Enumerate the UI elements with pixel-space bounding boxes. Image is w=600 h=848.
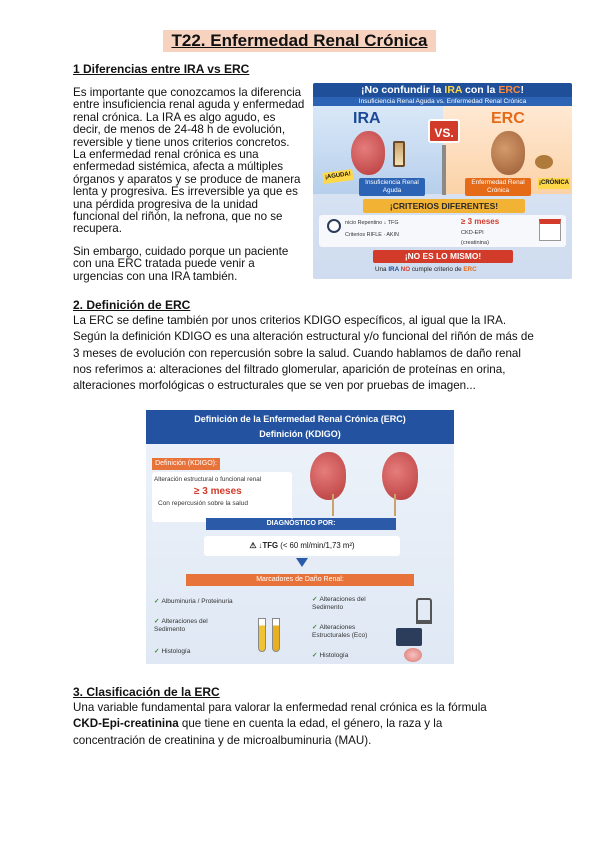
ultrasound-icon bbox=[396, 628, 422, 646]
aguda-tag: ¡AGUDA! bbox=[322, 169, 353, 184]
erc-label-big: ERC bbox=[491, 110, 525, 127]
definition-text-3: Con repercusión sobre la salud bbox=[158, 500, 248, 507]
sign-post bbox=[442, 145, 446, 195]
diagnosis-bar: DIAGNÓSTICO POR: bbox=[206, 518, 396, 530]
ureter-right bbox=[394, 494, 396, 516]
calendar-icon bbox=[539, 219, 561, 241]
paragraph-definition: La ERC se define también por unos criterios KDIGO específicos, al igual que la IRA. Según la definición KDIGO es una alteración estructural y/o funcional del riñón de más de 3 meses de evolución con repercusión sobre la salud. Cuando hablamos de daño renal nos referimos a: alteraciones del filtrado glomerular, aparición de proteínas en orina, alteraciones morfológicas o estructurales que se ven por pruebas de imagen... bbox=[73, 314, 534, 393]
urine-tube-icon bbox=[272, 618, 280, 652]
microscope-icon bbox=[416, 598, 432, 624]
section-heading-definition: 2. Definición de ERC bbox=[73, 298, 191, 312]
page-title: T22. Enfermedad Renal Crónica bbox=[163, 30, 436, 52]
vs-sign: VS. bbox=[428, 119, 460, 143]
infographic-erc-definition bbox=[146, 410, 454, 664]
not-same-banner: ¡NO ES LO MISMO! bbox=[373, 250, 513, 263]
kidney-right-icon bbox=[382, 452, 418, 500]
kidney-ira-icon bbox=[351, 131, 385, 175]
section-heading-differences: 1 Diferencias entre IRA vs ERC bbox=[73, 62, 250, 76]
snail-icon bbox=[535, 155, 553, 169]
criteria-banner: ¡CRITERIOS DIFERENTES! bbox=[363, 199, 525, 213]
urine-tube-icon bbox=[258, 618, 266, 652]
marker-histology-right: ✓ Histología bbox=[312, 652, 349, 659]
cronica-tag: ¡CRÓNICA bbox=[538, 178, 570, 189]
ureter-left bbox=[332, 494, 334, 516]
paragraph-differences: Es importante que conozcamos la diferencia entre insuficiencia renal aguda y enfermedad renal crónica. La IRA es algo agudo, es decir, de menos de 24-48 h de evolución, reversible y tiene unos criterios concretos. La enfermedad renal crónica es una enfermedad sistémica, afecta a múltiples órganos y aparatos y se produce de manera lenta y progresiva. Es irreversible ya que es una pérdida progresiva de la unidad funcional del riñón, la nefrona, que no se recupera. bbox=[73, 86, 305, 236]
marker-structural: ✓ Alteraciones Estructurales (Eco) bbox=[312, 624, 368, 639]
infographic-footer: Una IRA NO cumple criterio de ERC bbox=[375, 266, 477, 273]
infographic-title: ¡No confundir la IRA con la ERC! bbox=[313, 83, 572, 97]
ira-caption: Insuficiencia Renal Aguda bbox=[359, 178, 425, 196]
marker-albuminuria: ✓ Albuminuria / Proteinuria bbox=[154, 598, 233, 605]
marker-sediment-left: ✓ Alteraciones del Sedimento bbox=[154, 618, 208, 633]
infographic-subtitle: Insuficiencia Renal Aguda vs. Enfermedad Renal Crónica bbox=[313, 97, 572, 106]
kidney-left-icon bbox=[310, 452, 346, 500]
infographic2-header: Definición de la Enfermedad Renal Crónica (ERC) Definición (KDIGO) bbox=[146, 410, 454, 444]
clock-icon bbox=[327, 219, 341, 233]
kidney-erc-icon bbox=[491, 131, 525, 175]
erc-criteria: ≥ 3 meses CKD-EPI (creatinina) bbox=[461, 217, 500, 246]
ira-label-big: IRA bbox=[353, 110, 381, 127]
paragraph-classification: Una variable fundamental para valorar la enfermedad renal crónica es la fórmula CKD-Epi-creatinina que tiene en cuenta la edad, el género, la raza y la concentración de creatinina y de microalbuminuria (MAU). bbox=[73, 701, 487, 747]
paragraph-warning: Sin embargo, cuidado porque un paciente con una ERC tratada puede venir a urgencias con una IRA también. bbox=[73, 245, 289, 283]
petri-dish-icon bbox=[404, 648, 422, 662]
ira-criteria: nicio Repentino ↓ TFG Criterios RIFLE · AKIN bbox=[345, 220, 399, 238]
definition-duration: ≥ 3 meses bbox=[194, 486, 242, 497]
definition-tab: Definición (KDIGO): bbox=[152, 458, 220, 470]
markers-bar: Marcadores de Daño Renal: bbox=[186, 574, 414, 586]
definition-text-1: Alteración estructural o funcional renal bbox=[154, 476, 262, 483]
marker-sediment-right: ✓ Alteraciones del Sedimento bbox=[312, 596, 366, 611]
arrow-down-icon bbox=[296, 558, 308, 567]
section-heading-classification: 3. Clasificación de la ERC bbox=[73, 685, 220, 699]
erc-caption: Enfermedad Renal Crónica bbox=[465, 178, 531, 196]
hourglass-icon bbox=[393, 141, 405, 167]
infographic-ira-vs-erc bbox=[313, 83, 572, 279]
marker-histology-left: ✓ Histología bbox=[154, 648, 191, 655]
tfg-box: ⚠ ↓TFG (< 60 ml/min/1,73 m²) bbox=[204, 536, 400, 556]
